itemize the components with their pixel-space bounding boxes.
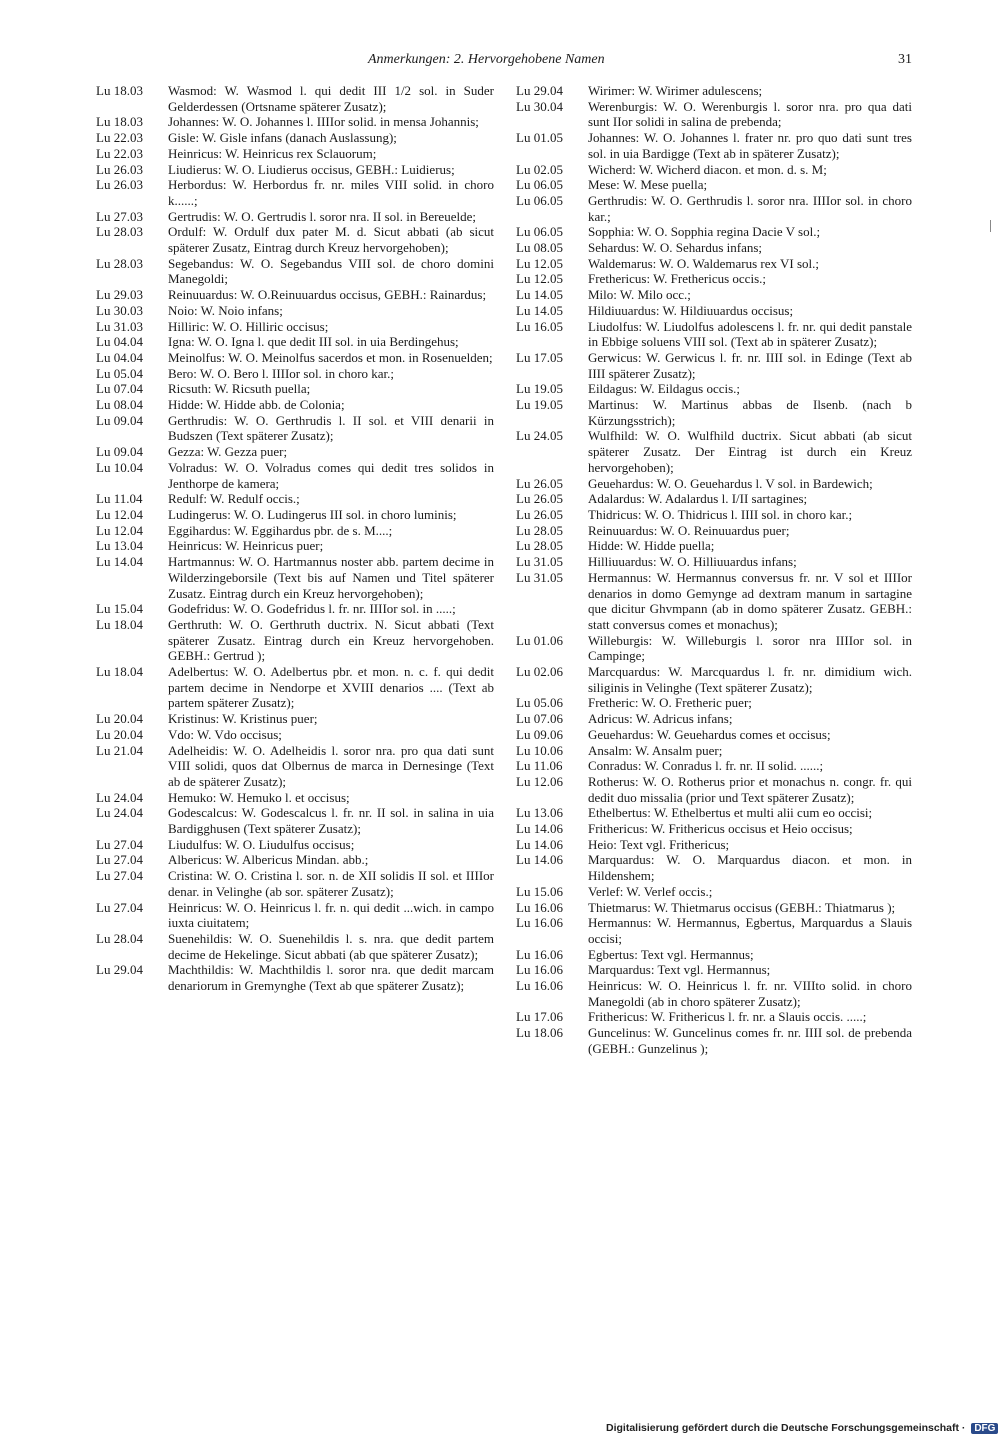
entry-text: Liudolfus: W. Liudolfus adolescens l. fr. nr. qui dedit panstale in Ebbige soluens VIII sol. (Text ab in späterer Zusatz);	[588, 318, 912, 350]
entry-row	[516, 177, 912, 193]
entry-text: Ethelbertus: W. Ethelbertus et multi alii cum eo occisi;	[588, 805, 873, 821]
entry-date: Lu 26.03	[96, 161, 143, 177]
entry-date: Lu 01.06	[516, 632, 563, 648]
entry-text: Verlef: W. Verlef occis.;	[588, 883, 713, 899]
entry-date: Lu 28.03	[96, 224, 143, 240]
entry-row	[96, 319, 494, 335]
entry-row	[96, 868, 494, 899]
entry-text: Gerwicus: W. Gerwicus l. fr. nr. IIII sol. in Edinge (Text ab IIII späterer Zusatz);	[588, 349, 912, 381]
entry-text: Gerthrudis: W. O. Gerthrudis l. soror nra. IIIIor sol. in choro kar.;	[588, 192, 912, 224]
entry-row	[516, 271, 912, 287]
entry-row	[516, 287, 912, 303]
entry-date: Lu 07.04	[96, 381, 143, 397]
entry-row	[96, 303, 494, 319]
entry-text: Adelheidis: W. O. Adelheidis l. soror nra. pro qua dati sunt VIII solidi, quos dat Olbernus de marca in Dernesinge (Text ab de späterer Zusatz);	[168, 742, 494, 789]
entry-row	[96, 177, 494, 208]
entry-date: Lu 16.05	[516, 318, 563, 334]
entry-row	[516, 821, 912, 837]
entry-row	[516, 884, 912, 900]
entry-date: Lu 27.04	[96, 836, 143, 852]
entry-text: Cristina: W. O. Cristina l. sor. n. de XII solidis II sol. et IIIIor denar. in Velinghe (ab sor. späterer Zusatz);	[168, 868, 494, 899]
entry-row	[96, 350, 494, 366]
entry-text: Waldemarus: W. O. Waldemarus rex VI sol.;	[588, 255, 820, 271]
entry-text: Wirimer: W. Wirimer adulescens;	[588, 83, 763, 98]
entry-row	[96, 962, 494, 993]
entry-text: Sopphia: W. O. Sopphia regina Dacie V sol.;	[588, 224, 821, 240]
page-number: 31	[898, 52, 912, 67]
entry-row	[516, 523, 912, 539]
entry-text: Adalardus: W. Adalardus l. I/II sartagines;	[588, 491, 808, 507]
entry-row	[516, 633, 912, 664]
entry-text: Conradus: W. Conradus l. fr. nr. II solid. ......;	[588, 758, 824, 774]
entry-row	[516, 256, 912, 272]
entry-text: Reinuuardus: W. O. Reinuuardus puer;	[588, 522, 790, 538]
entry-text: Heio: Text vgl. Frithericus;	[588, 836, 730, 852]
entry-date: Lu 31.05	[516, 554, 563, 570]
entry-text: Wicherd: W. Wicherd diacon. et mon. d. s. M;	[588, 161, 827, 177]
entry-row	[96, 413, 494, 444]
entry-text: Heinricus: W. O. Heinricus l. fr. n. qui dedit ...wich. in campo iuxta ciuitatem;	[168, 899, 494, 931]
entry-row	[516, 538, 912, 554]
entry-row	[96, 727, 494, 743]
entry-text: Marquardus: Text vgl. Hermannus;	[588, 962, 771, 978]
entry-text: Milo: W. Milo occ.;	[588, 287, 691, 303]
entry-date: Lu 02.05	[516, 161, 563, 177]
footer-credit	[606, 1422, 998, 1434]
entry-row	[516, 99, 912, 130]
running-head: Anmerkungen: 2. Hervorgehobene Namen	[368, 52, 605, 67]
entry-text: Segebandus: W. O. Segebandus VIII sol. de choro domini Manegoldi;	[168, 255, 494, 287]
entry-date: Lu 02.06	[516, 664, 563, 680]
entry-date: Lu 04.04	[96, 349, 143, 365]
entry-date: Lu 01.05	[516, 130, 563, 146]
entry-row	[96, 507, 494, 523]
entry-text: Vdo: W. Vdo occisus;	[168, 726, 282, 742]
entry-date: Lu 08.05	[516, 240, 563, 256]
entry-row	[516, 224, 912, 240]
entry-date: Lu 16.06	[516, 978, 563, 994]
entry-row	[516, 193, 912, 224]
entry-date: Lu 29.03	[96, 287, 143, 303]
entry-date: Lu 15.06	[516, 883, 563, 899]
entry-text: Gezza: W. Gezza puer;	[168, 444, 288, 460]
entry-row	[96, 381, 494, 397]
entry-text: Hidde: W. Hidde puella;	[588, 538, 715, 554]
entry-row	[516, 743, 912, 759]
entry-row	[516, 507, 912, 523]
left-column	[96, 83, 494, 994]
entry-text: Mese: W. Mese puella;	[588, 177, 708, 193]
entry-text: Werenburgis: W. O. Werenburgis l. soror nra. pro qua dati sunt IIor solidi in salina de prebenda;	[588, 98, 912, 130]
entry-text: Ansalm: W. Ansalm puer;	[588, 742, 723, 758]
entry-text: Ordulf: W. Ordulf dux pater M. d. Sicut abbati (ab sicut späterer Zusatz, Eintrag durch Kreuz hervorgehoben);	[168, 224, 494, 256]
entry-row	[516, 1009, 912, 1025]
entry-date: Lu 11.06	[516, 758, 563, 774]
entry-row	[96, 601, 494, 617]
entry-date: Lu 31.03	[96, 318, 143, 334]
entry-text: Hemuko: W. Hemuko l. et occisus;	[168, 789, 350, 805]
entry-date: Lu 09.04	[96, 412, 143, 428]
entry-text: Johannes: W. O. Johannes l. frater nr. pro quo dati sunt tres sol. in uia Bardigge (Text ab in späterer Zusatz);	[588, 130, 912, 161]
entry-row	[516, 664, 912, 695]
entry-date: Lu 18.04	[96, 616, 143, 632]
entry-row	[516, 727, 912, 743]
entry-text: Hildiuuardus: W. Hildiuuardus occisus;	[588, 302, 794, 318]
entry-text: Ludingerus: W. O. Ludingerus III sol. in choro luminis;	[168, 506, 457, 522]
entry-row	[516, 554, 912, 570]
entry-date: Lu 28.05	[516, 538, 563, 554]
entry-text: Hermannus: W. Hermannus, Egbertus, Marquardus a Slauis occisi;	[588, 915, 912, 946]
entry-date: Lu 26.03	[96, 177, 143, 193]
entry-date: Lu 06.05	[516, 192, 563, 208]
entry-date: Lu 06.05	[516, 177, 563, 193]
entry-text: Meinolfus: W. O. Meinolfus sacerdos et mon. in Rosenuelden;	[168, 349, 493, 365]
entry-date: Lu 15.04	[96, 601, 143, 617]
entry-text: Frithericus: W. Frithericus l. fr. nr. a Slauis occis. .....;	[588, 1009, 867, 1025]
entry-row	[516, 83, 912, 99]
entry-row	[96, 931, 494, 962]
entry-date: Lu 13.04	[96, 538, 143, 554]
entry-row	[516, 978, 912, 1009]
entry-text: Volradus: W. O. Volradus comes qui dedit tres solidos in Jenthorpe de kamera;	[168, 459, 494, 491]
entry-date: Lu 30.04	[516, 98, 563, 114]
entry-date: Lu 30.03	[96, 302, 143, 318]
entry-date: Lu 31.05	[516, 569, 563, 585]
entry-text: Eggihardus: W. Eggihardus pbr. de s. M....;	[168, 522, 393, 538]
entry-date: Lu 19.05	[516, 397, 563, 413]
entry-row	[96, 554, 494, 601]
entry-row	[516, 774, 912, 805]
entry-row	[96, 523, 494, 539]
entry-text: Heinricus: W. Heinricus rex Sclauorum;	[168, 145, 377, 161]
entry-date: Lu 20.04	[96, 726, 143, 742]
entry-row	[96, 146, 494, 162]
entry-date: Lu 26.05	[516, 475, 563, 491]
entry-row	[96, 256, 494, 287]
entry-row	[516, 900, 912, 916]
entry-text: Marcquardus: W. Marcquardus l. fr. nr. dimidium wich. siliginis in Velinghe (Text späterer Zusatz);	[588, 664, 912, 695]
entry-row	[516, 695, 912, 711]
entry-row	[96, 334, 494, 350]
entry-date: Lu 13.06	[516, 805, 563, 821]
entry-row	[96, 397, 494, 413]
entry-text: Eildagus: W. Eildagus occis.;	[588, 381, 741, 397]
entry-date: Lu 26.05	[516, 491, 563, 507]
entry-text: Adelbertus: W. O. Adelbertus pbr. et mon. n. c. f. qui dedit partem decime in Nendorpe et XVIII denarios .... (Text ab partem späterer Zusatz);	[168, 664, 494, 711]
entry-row	[516, 130, 912, 161]
entry-row	[516, 1025, 912, 1056]
entry-text: Heinricus: W. O. Heinricus l. fr. nr. VIIIto solid. in choro Manegoldi (ab in choro späterer Zusatz);	[588, 978, 912, 1009]
entry-date: Lu 18.03	[96, 83, 143, 98]
entry-date: Lu 08.04	[96, 397, 143, 413]
entry-text: Ricsuth: W. Ricsuth puella;	[168, 381, 311, 397]
entry-text: Thidricus: W. O. Thidricus l. IIII sol. in choro kar.;	[588, 506, 853, 522]
entry-row	[516, 758, 912, 774]
entry-text: Marquardus: W. O. Marquardus diacon. et mon. in Hildenshem;	[588, 852, 912, 884]
entry-text: Gertrudis: W. O. Gertrudis l. soror nra. II sol. in Bereuelde;	[168, 208, 476, 224]
entry-text: Godefridus: W. O. Godefridus l. fr. nr. IIIIor sol. in .....;	[168, 601, 456, 617]
entry-date: Lu 12.05	[516, 271, 563, 287]
entry-row	[96, 852, 494, 868]
entry-row	[96, 366, 494, 382]
entry-row	[96, 805, 494, 836]
edge-mark	[990, 220, 991, 232]
entry-date: Lu 18.04	[96, 664, 143, 680]
entry-text: Hermannus: W. Hermannus conversus fr. nr. V sol et IIIIor denarios in domo Gemynge ad dextram manum in sartagine que dicitur Ghvmpann (ab in domo späterer Zusatz. GEBH.: statt conversus comes et monachus);	[588, 569, 912, 632]
entry-date: Lu 16.06	[516, 962, 563, 978]
entry-date: Lu 10.06	[516, 742, 563, 758]
entry-date: Lu 14.05	[516, 302, 563, 318]
entry-text: Bero: W. O. Bero l. IIIIor sol. in choro kar.;	[168, 365, 395, 381]
entry-row	[96, 83, 494, 114]
entry-text: Machthildis: W. Machthildis l. soror nra. que dedit marcam denariorum in Gremynghe (Text ab que späterer Zusatz);	[168, 962, 494, 994]
entry-row	[96, 287, 494, 303]
entry-text: Igna: W. O. Igna l. que dedit III sol. in uia Berdingehus;	[168, 334, 459, 350]
entry-row	[96, 491, 494, 507]
entry-date: Lu 14.06	[516, 821, 563, 837]
entry-date: Lu 14.06	[516, 836, 563, 852]
entry-text: Thietmarus: W. Thietmarus occisus (GEBH.: Thiatmarus );	[588, 899, 896, 915]
entry-date: Lu 28.03	[96, 255, 143, 271]
entry-date: Lu 14.06	[516, 852, 563, 868]
entry-date: Lu 28.04	[96, 930, 143, 946]
entry-row	[96, 538, 494, 554]
entry-text: Heinricus: W. Heinricus puer;	[168, 538, 324, 554]
footer-credit-text: Digitalisierung gefördert durch die Deutsche Forschungsgemeinschaft ·	[606, 1422, 966, 1434]
entry-text: Liudierus: W. O. Liudierus occisus, GEBH.: Luidierus;	[168, 161, 455, 177]
entry-date: Lu 21.04	[96, 742, 143, 758]
entry-text: Guncelinus: W. Guncelinus comes fr. nr. IIII sol. de prebenda (GEBH.: Gunzelinus );	[588, 1025, 912, 1056]
entry-date: Lu 04.04	[96, 334, 143, 350]
entry-text: Adricus: W. Adricus infans;	[588, 711, 733, 727]
entry-text: Gerthruth: W. O. Gerthruth ductrix. N. Sicut abbati (Text späterer Zusatz. Eintrag durch ein Kreuz hervorgehoben. GEBH.: Gertrud );	[168, 616, 494, 664]
entry-text: Liudulfus: W. O. Liudulfus occisus;	[168, 836, 355, 852]
entry-text: Sehardus: W. O. Sehardus infans;	[588, 240, 763, 256]
entry-row	[516, 570, 912, 633]
entry-row	[516, 319, 912, 350]
entry-date: Lu 24.05	[516, 428, 563, 444]
entry-date: Lu 05.06	[516, 695, 563, 711]
entry-text: Godescalcus: W. Godescalcus l. fr. nr. II sol. in salina in uia Bardigghusen (Text späterer Zusatz);	[168, 805, 494, 837]
entry-date: Lu 28.05	[516, 522, 563, 538]
entry-row	[96, 460, 494, 491]
entry-date: Lu 05.04	[96, 365, 143, 381]
entry-date: Lu 19.05	[516, 381, 563, 397]
entry-row	[516, 915, 912, 946]
entry-text: Willeburgis: W. Willeburgis l. soror nra IIIIor sol. in Campinge;	[588, 632, 912, 664]
entry-date: Lu 20.04	[96, 711, 143, 727]
entry-date: Lu 29.04	[96, 962, 143, 978]
entry-date: Lu 09.04	[96, 444, 143, 460]
entry-date: Lu 12.06	[516, 773, 563, 789]
entry-row	[96, 224, 494, 255]
entry-text: Gisle: W. Gisle infans (danach Auslassung);	[168, 130, 397, 146]
entry-date: Lu 16.06	[516, 899, 563, 915]
entry-date: Lu 11.04	[96, 491, 143, 507]
entry-date: Lu 22.03	[96, 130, 143, 146]
entry-date: Lu 24.04	[96, 789, 143, 805]
entry-text: Reinuuardus: W. O.Reinuuardus occisus, GEBH.: Rainardus;	[168, 287, 487, 303]
entry-row	[516, 947, 912, 963]
entry-row	[96, 711, 494, 727]
entry-row	[516, 397, 912, 428]
entry-date: Lu 14.05	[516, 287, 563, 303]
entry-date: Lu 16.06	[516, 915, 563, 931]
entry-text: Martinus: W. Martinus abbas de Ilsenb. (nach b Kürzungsstrich);	[588, 397, 912, 428]
dfg-logo-icon: DFG	[971, 1423, 998, 1434]
entry-row	[96, 209, 494, 225]
entry-row	[516, 381, 912, 397]
entry-date: Lu 26.05	[516, 506, 563, 522]
entry-text: Hilliuuardus: W. O. Hilliuuardus infans;	[588, 554, 797, 570]
entry-date: Lu 18.03	[96, 114, 143, 130]
entry-date: Lu 09.06	[516, 726, 563, 742]
entry-row	[516, 852, 912, 883]
entry-date: Lu 07.06	[516, 711, 563, 727]
entry-date: Lu 22.03	[96, 145, 143, 161]
entry-row	[516, 711, 912, 727]
entry-text: Kristinus: W. Kristinus puer;	[168, 711, 318, 727]
entry-date: Lu 27.04	[96, 852, 143, 868]
entry-date: Lu 10.04	[96, 459, 143, 475]
entry-date: Lu 16.06	[516, 946, 563, 962]
entry-text: Fretheric: W. O. Fretheric puer;	[588, 695, 752, 711]
right-column	[516, 83, 912, 1057]
entry-row	[96, 617, 494, 664]
entry-text: Noio: W. Noio infans;	[168, 302, 283, 318]
entry-date: Lu 27.04	[96, 899, 143, 915]
entry-date: Lu 12.05	[516, 255, 563, 271]
entry-date: Lu 29.04	[516, 83, 563, 98]
entry-date: Lu 18.06	[516, 1025, 563, 1041]
entry-date: Lu 14.04	[96, 554, 143, 570]
entry-date: Lu 24.04	[96, 805, 143, 821]
entry-text: Suenehildis: W. O. Suenehildis l. s. nra. que dedit partem decime de Hekelinge. Sicut abbati (ab que späterer Zusatz);	[168, 930, 494, 962]
entry-text: Geuehardus: W. O. Geuehardus l. V sol. in Bardewich;	[588, 475, 873, 491]
entry-row	[516, 491, 912, 507]
entry-row	[96, 837, 494, 853]
entry-text: Wasmod: W. Wasmod l. qui dedit III 1/2 sol. in Suder Gelderdessen (Ortsname späterer Zusatz);	[168, 83, 494, 114]
entry-text: Hidde: W. Hidde abb. de Colonia;	[168, 397, 345, 413]
entry-text: Albericus: W. Albericus Mindan. abb.;	[168, 852, 369, 868]
entry-text: Redulf: W. Redulf occis.;	[168, 491, 300, 507]
entry-row	[96, 130, 494, 146]
entry-text: Wulfhild: W. O. Wulfhild ductrix. Sicut abbati (ab sicut späterer Zusatz. Der Eintrag ist durch ein Kreuz hervorgehoben);	[588, 428, 912, 475]
entry-row	[96, 664, 494, 711]
entry-row	[96, 162, 494, 178]
entry-text: Frethericus: W. Frethericus occis.;	[588, 271, 766, 287]
entry-date: Lu 27.04	[96, 868, 143, 884]
entry-date: Lu 17.06	[516, 1009, 563, 1025]
entry-row	[96, 444, 494, 460]
entry-text: Herbordus: W. Herbordus fr. nr. miles VIII solid. in choro k......;	[168, 177, 494, 208]
entry-text: Hartmannus: W. O. Hartmannus noster abb. partem decime in Wilderzingeborsile (Text bis auf Namen und Titel späterer Zusatz. Eintrag durch ein Kreuz hervorgehoben);	[168, 554, 494, 601]
entry-date: Lu 17.05	[516, 349, 563, 365]
entry-text: Johannes: W. O. Johannes l. IIIIor solid. in mensa Johannis;	[168, 114, 479, 130]
entry-row	[516, 962, 912, 978]
entry-text: Egbertus: Text vgl. Hermannus;	[588, 946, 754, 962]
entry-row	[96, 114, 494, 130]
entry-row	[516, 303, 912, 319]
entry-text: Frithericus: W. Frithericus occisus et Heio occisus;	[588, 821, 853, 837]
entry-text: Gerthrudis: W. O. Gerthrudis l. II sol. et VIII denarii in Budszen (Text späterer Zusatz);	[168, 412, 494, 444]
entry-row	[516, 240, 912, 256]
entry-text: Rotherus: W. O. Rotherus prior et monachus n. congr. fr. qui dedit duo missalia (prior und Text späterer Zusatz);	[588, 773, 912, 805]
entry-row	[96, 900, 494, 931]
entry-row	[516, 428, 912, 475]
entry-date: Lu 12.04	[96, 506, 143, 522]
entry-date: Lu 27.03	[96, 208, 143, 224]
entry-row	[516, 837, 912, 853]
entry-date: Lu 12.04	[96, 522, 143, 538]
entry-text: Hilliric: W. O. Hilliric occisus;	[168, 318, 329, 334]
entry-row	[516, 476, 912, 492]
entry-row	[96, 790, 494, 806]
entry-row	[516, 805, 912, 821]
entry-date: Lu 06.05	[516, 224, 563, 240]
entry-row	[516, 350, 912, 381]
entry-text: Geuehardus: W. Geuehardus comes et occisus;	[588, 726, 831, 742]
entry-row	[96, 743, 494, 790]
entry-row	[516, 162, 912, 178]
